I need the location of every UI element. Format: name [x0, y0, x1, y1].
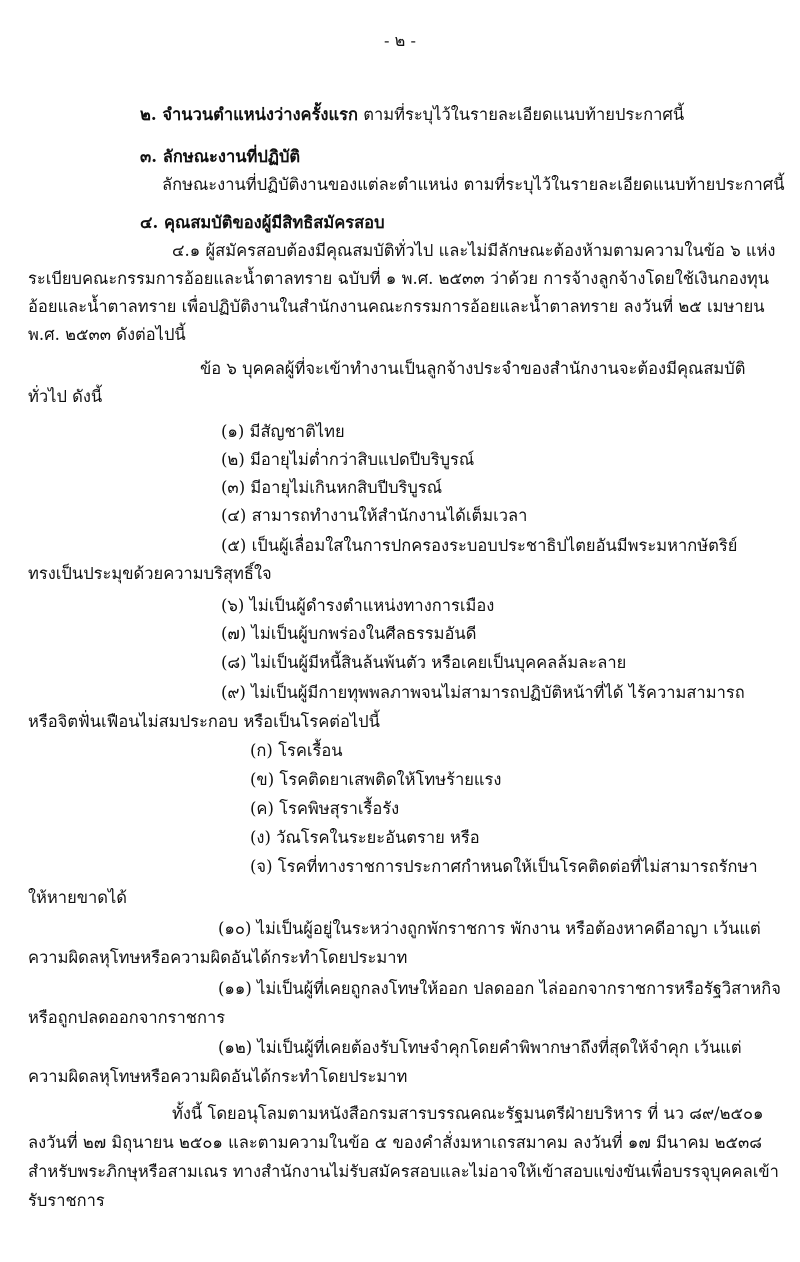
closing-line: ลงวันที่ ๒๗ มิถุนายน ๒๕๐๑ และตามความในข้อ ๕ ของคำสั่งมหาเถรสมาคม ลงวันที่ ๑๗ มีนาคม ๒๕๓๘ — [28, 1133, 763, 1152]
section-4-heading: ๔. คุณสมบัติของผู้มีสิทธิสมัครสอบ — [140, 213, 385, 232]
qualification-item-3: (๓) มีอายุไม่เกินหกสิบปีบริบูรณ์ — [221, 478, 443, 497]
qualification-item-6: (๖) ไม่เป็นผู้ดำรงตำแหน่งทางการเมือง — [221, 596, 495, 615]
disease-item: (ข) โรคติดยาเสพติดให้โทษร้ายแรง — [250, 770, 502, 789]
qualification-item-5: (๕) เป็นผู้เลื่อมใสในการปกครองระบอบประชาธิปไตยอันมีพระมหากษัตริย์ — [221, 536, 738, 555]
disease-item: (ค) โรคพิษสุราเรื้อรัง — [250, 799, 400, 818]
section-3-heading: ๓. ลักษณะงานที่ปฏิบัติ — [140, 147, 301, 166]
disease-item: (ก) โรคเรื้อน — [250, 741, 343, 760]
qualification-item-9-cont: หรือจิตฟั่นเฟือนไม่สมประกอบ หรือเป็นโรคต่อไปนี้ — [28, 712, 380, 731]
qualification-item-1: (๑) มีสัญชาติไทย — [221, 422, 345, 441]
qualification-item-8: (๘) ไม่เป็นผู้มีหนี้สินล้นพ้นตัว หรือเคยเป็นบุคคลล้มละลาย — [221, 653, 627, 672]
section-2-text: ตามที่ระบุไว้ในรายละเอียดแนบท้ายประกาศนี้ — [357, 105, 685, 124]
closing-line: สำหรับพระภิกษุหรือสามเณร ทางสำนักงานไม่รับสมัครสอบและไม่อาจให้เข้าสอบแข่งขันเพื่อบรรจุบุคคลเข้า — [28, 1162, 779, 1181]
qualification-item-4: (๔) สามารถทำงานให้สำนักงานได้เต็มเวลา — [221, 506, 528, 525]
disease-item-cont: ให้หายขาดได้ — [28, 888, 128, 907]
section-2-heading: ๒. จำนวนตำแหน่งว่างครั้งแรก — [140, 105, 358, 124]
section-3-text: ลักษณะงานที่ปฏิบัติงานของแต่ละตำแหน่ง ตามที่ระบุไว้ในรายละเอียดแนบท้ายประกาศนี้ — [162, 175, 785, 194]
qualification-item-5-cont: ทรงเป็นประมุขด้วยความบริสุทธิ์ใจ — [28, 564, 272, 583]
clause-6-line: ทั่วไป ดังนี้ — [28, 387, 103, 406]
qualification-item-7: (๗) ไม่เป็นผู้บกพร่องในศีลธรรมอันดี — [221, 624, 477, 643]
qualification-item-2: (๒) มีอายุไม่ต่ำกว่าสิบแปดปีบริบูรณ์ — [221, 450, 475, 469]
qualification-item-10-cont: ความผิดลหุโทษหรือความผิดอันได้กระทำโดยประมาท — [28, 948, 408, 967]
para-4-1-line: พ.ศ. ๒๕๓๓ ดังต่อไปนี้ — [28, 325, 186, 344]
closing-line: ทั้งนี้ โดยอนุโลมตามหนังสือกรมสารบรรณคณะรัฐมนตรีฝ่ายบริหาร ที่ นว ๘๙/๒๕๐๑ — [172, 1104, 764, 1123]
para-4-1-line: ๔.๑ ผู้สมัครสอบต้องมีคุณสมบัติทั่วไป และไม่มีลักษณะต้องห้ามตามความในข้อ ๖ แห่ง — [172, 241, 776, 260]
page-number: - ๒ - — [384, 31, 416, 50]
para-4-1-line: ระเบียบคณะกรรมการอ้อยและน้ำตาลทราย ฉบับที่ ๑ พ.ศ. ๒๕๓๓ ว่าด้วย การจ้างลูกจ้างโดยใช้เงินกองทุน — [28, 269, 770, 288]
section-2 — [140, 104, 684, 126]
qualification-item-12: (๑๒) ไม่เป็นผู้ที่เคยต้องรับโทษจำคุกโดยคำพิพากษาถึงที่สุดให้จำคุก เว้นแต่ — [218, 1038, 742, 1057]
disease-item: (ง) วัณโรคในระยะอันตราย หรือ — [250, 828, 480, 847]
para-4-1-line: อ้อยและน้ำตาลทราย เพื่อปฏิบัติงานในสำนักงานคณะกรรมการอ้อยและน้ำตาลทราย ลงวันที่ ๒๕ เมษายน — [28, 297, 765, 316]
qualification-item-11: (๑๑) ไม่เป็นผู้ที่เคยถูกลงโทษให้ออก ปลดออก ไล่ออกจากราชการหรือรัฐวิสาหกิจ — [218, 979, 781, 998]
closing-line: รับราชการ — [28, 1191, 105, 1210]
qualification-item-11-cont: หรือถูกปลดออกจากราชการ — [28, 1008, 226, 1027]
qualification-item-10: (๑๐) ไม่เป็นผู้อยู่ในระหว่างถูกพักราชการ พักงาน หรือต้องหาคดีอาญา เว้นแต่ — [218, 919, 761, 938]
qualification-item-9: (๙) ไม่เป็นผู้มีกายทุพพลภาพจนไม่สามารถปฏิบัติหน้าที่ได้ ไร้ความสามารถ — [221, 683, 745, 702]
disease-item: (จ) โรคที่ทางราชการประกาศกำหนดให้เป็นโรคติดต่อที่ไม่สามารถรักษา — [250, 857, 758, 876]
clause-6-line: ข้อ ๖ บุคคลผู้ที่จะเข้าทำงานเป็นลูกจ้างประจำของสำนักงานจะต้องมีคุณสมบัติ — [200, 359, 746, 378]
qualification-item-12-cont: ความผิดลหุโทษหรือความผิดอันได้กระทำโดยประมาท — [28, 1067, 408, 1086]
